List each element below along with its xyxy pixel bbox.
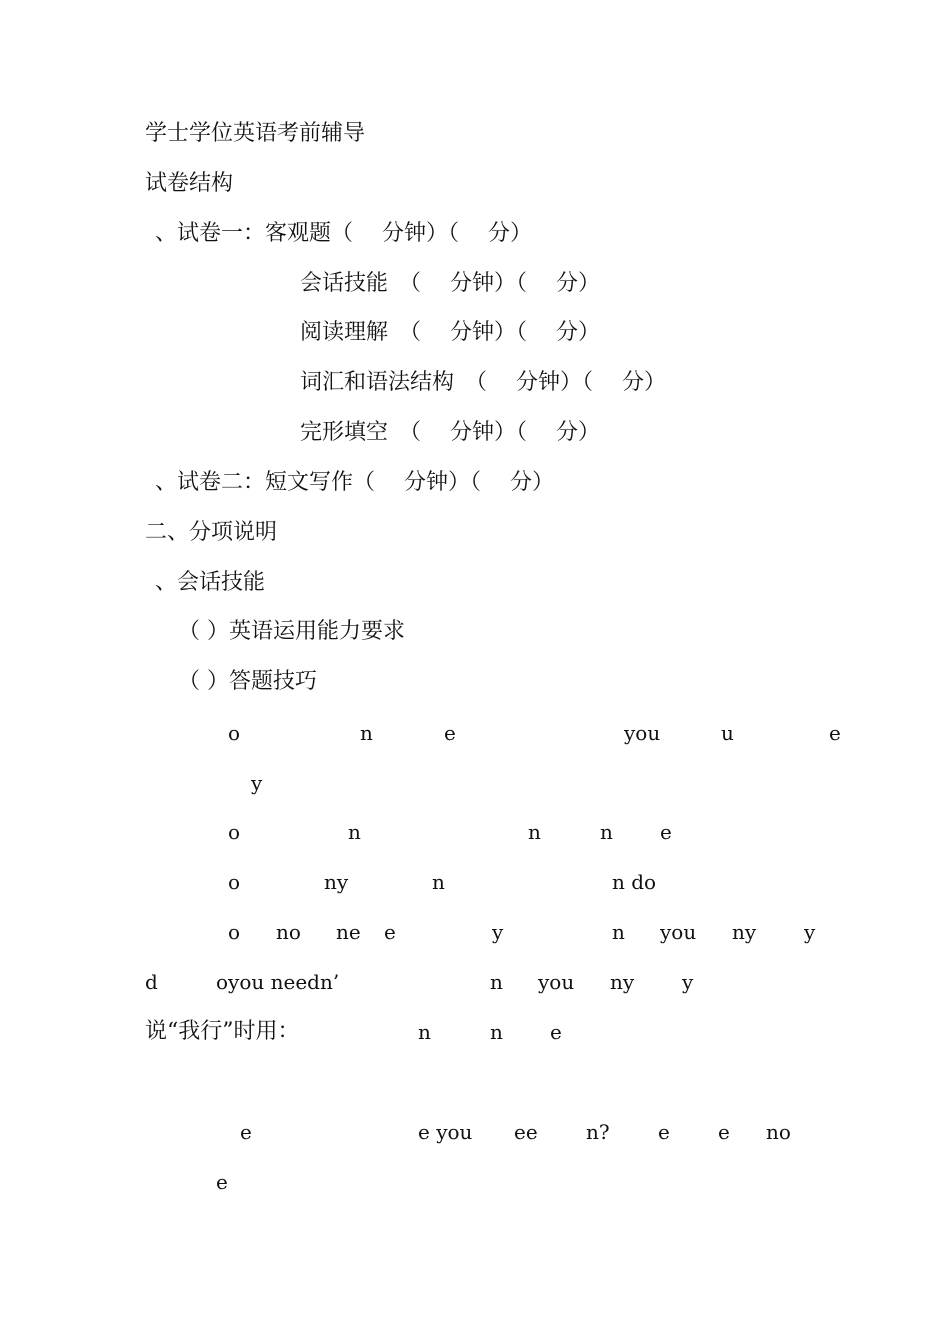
text-fragment: e <box>444 721 456 745</box>
text-fragment: no <box>766 1120 791 1144</box>
sub-heading-conversation: 、会话技能 <box>155 570 266 595</box>
text-fragment: d <box>145 970 158 994</box>
text-fragment: e <box>829 721 841 745</box>
text-fragment: y <box>492 920 504 944</box>
text-fragment: n <box>418 1020 431 1044</box>
section2-heading: 二、分项说明 <box>145 520 278 545</box>
text-fragment: you <box>624 721 661 745</box>
paper1-item: 会话技能 （ 分钟）（ 分） <box>300 271 600 296</box>
text-fragment: no <box>276 920 301 944</box>
text-fragment: e <box>718 1120 730 1144</box>
requirement-item: （ ）答题技巧 <box>178 669 317 694</box>
text-fragment: u <box>721 721 734 745</box>
text-fragment: you <box>660 920 697 944</box>
text-fragment: e <box>550 1020 562 1044</box>
text-fragment: y <box>682 970 694 994</box>
paper1-item: 阅读理解 （ 分钟）（ 分） <box>300 320 600 345</box>
text-fragment: n? <box>586 1120 610 1144</box>
text-fragment: ny <box>610 970 635 994</box>
say-label: 说“我行”时用： <box>145 1019 300 1044</box>
text-fragment: ne <box>336 920 361 944</box>
text-fragment: e <box>240 1120 252 1144</box>
paper1-item: 词汇和语法结构 （ 分钟）（ 分） <box>300 370 666 395</box>
document-title: 学士学位英语考前辅导 <box>145 121 366 146</box>
text-fragment: n <box>528 820 541 844</box>
text-fragment: e <box>384 920 396 944</box>
text-fragment: e <box>660 820 672 844</box>
text-fragment: o <box>228 820 241 844</box>
text-fragment: oyou needn’ <box>216 970 340 994</box>
text-fragment: e you <box>418 1120 473 1144</box>
text-fragment: o <box>228 721 241 745</box>
text-fragment: e <box>216 1170 228 1194</box>
requirement-item: （ ）英语运用能力要求 <box>178 619 405 644</box>
text-fragment: n <box>432 870 445 894</box>
section-structure-heading: 试卷结构 <box>145 171 234 196</box>
text-fragment: ny <box>732 920 757 944</box>
text-fragment: n do <box>612 870 657 894</box>
text-fragment: y <box>251 771 263 795</box>
text-fragment: o <box>228 920 241 944</box>
text-fragment: n <box>600 820 613 844</box>
text-fragment: n <box>612 920 625 944</box>
text-fragment: o <box>228 870 241 894</box>
paper1-item: 完形填空 （ 分钟）（ 分） <box>300 420 600 445</box>
paper2-heading: 、试卷二：短文写作（ 分钟）（ 分） <box>155 470 554 495</box>
text-fragment: e <box>658 1120 670 1144</box>
text-fragment: ee <box>514 1120 538 1144</box>
text-fragment: you <box>538 970 575 994</box>
text-fragment: n <box>348 820 361 844</box>
text-fragment: n <box>490 970 503 994</box>
text-fragment: n <box>360 721 373 745</box>
text-fragment: ny <box>324 870 349 894</box>
paper1-heading: 、试卷一：客观题（ 分钟）（ 分） <box>155 221 532 246</box>
text-fragment: n <box>490 1020 503 1044</box>
text-fragment: y <box>804 920 816 944</box>
